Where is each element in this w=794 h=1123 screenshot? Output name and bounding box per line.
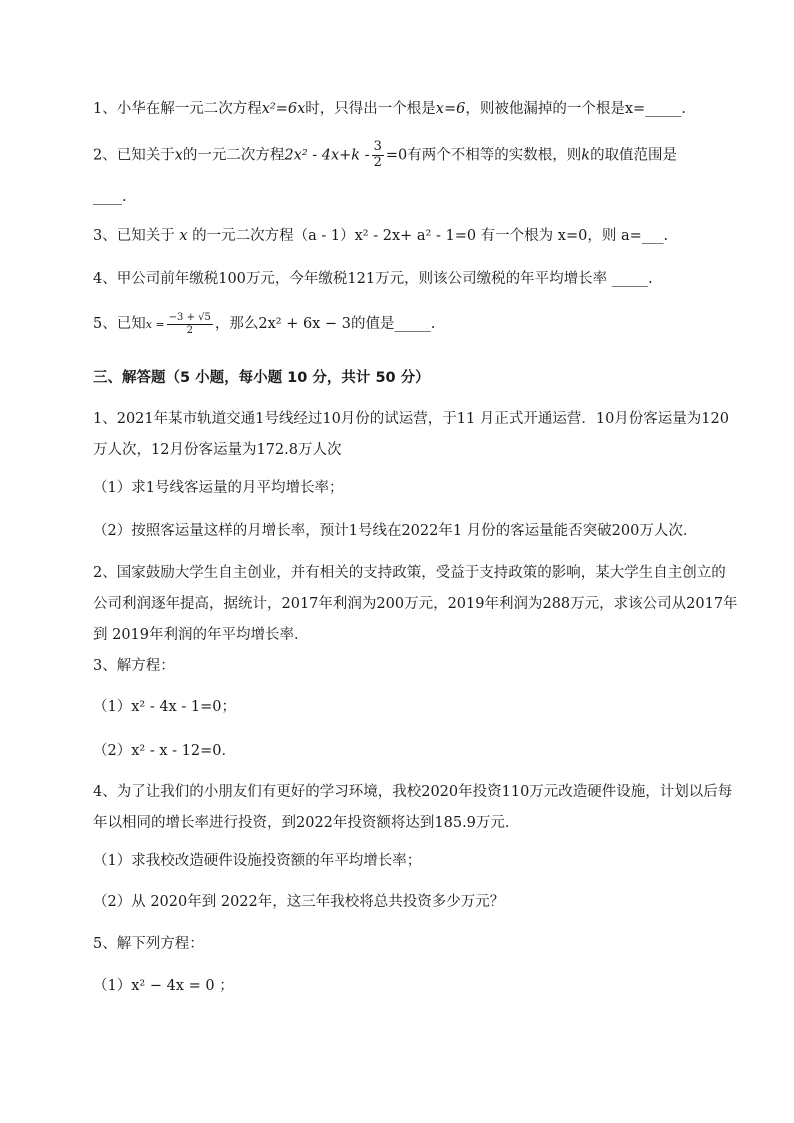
fill-question-4: 4、甲公司前年缴税100万元，今年缴税121万元，则该公司缴税的年平均增长率 _____.	[93, 271, 653, 287]
answer-question-1-part-2: （2）按照客运量这样的月增长率，预计1号线在2022年1 月份的客运量能否突破200万人次．	[93, 523, 698, 539]
question-number: 4、	[93, 271, 117, 287]
question-number: 5、	[93, 316, 117, 332]
answer-question-3: 3、解方程：	[93, 658, 175, 674]
fill-question-3: 3、已知关于 x 的一元二次方程（a - 1）x² - 2x+ a² - 1=0 有一个根为 x=0，则 a=___.	[93, 228, 669, 244]
equation: 2x² - 4x+k -	[284, 147, 370, 164]
answer-question-3-part-2: （2）x² - x - 12=0．	[93, 743, 236, 759]
answer-question-4-part-2: （2）从 2020年到 2022年，这三年我校将总共投资多少万元？	[93, 894, 505, 910]
question-number: 2、	[93, 147, 117, 164]
answer-blank: x=_____.	[624, 101, 687, 117]
fill-question-2-blank: ____.	[93, 189, 127, 205]
answer-question-4-part-1: （1）求我校改造硬件设施投资额的年平均增长率；	[93, 853, 422, 869]
question-number: 3、	[93, 228, 117, 244]
answer-question-3-part-1: （1）x² - 4x - 1=0；	[93, 699, 236, 715]
fill-question-1: 1、小华在解一元二次方程x²=6x时，只得出一个根是x=6，则被他漏掉的一个根是x=_____.	[93, 101, 687, 117]
equation: x²=6x	[261, 101, 306, 117]
section-title: 三、解答题（5 小题，每小题 10 分，共计 50 分）	[93, 370, 430, 386]
answer-question-4: 4、为了让我们的小朋友们有更好的学习环境，我校2020年投资110万元改造硬件设施，计划以后每年以相同的增长率进行投资，到2022年投资额将达到185.9万元．	[93, 784, 733, 831]
fill-question-2: 2、已知关于x的一元二次方程2x² - 4x+k - $\frac{3}{2}$ =0有两个不相等的实数根，则k的取值范围是	[93, 139, 678, 170]
known-root: x=6	[435, 101, 466, 117]
answer-question-2: 2、国家鼓励大学生自主创业，并有相关的支持政策，受益于支持政策的影响，某大学生自主创立的公司利润逐年提高，据统计，2017年利润为200万元，2019年利润为288万元，求该公司从2017年到 2019年利润的年平均增长率．	[93, 565, 738, 643]
answer-question-1-part-1: （1）求1号线客运量的月平均增长率；	[93, 480, 344, 496]
answer-question-5: 5、解下列方程：	[93, 936, 204, 952]
fraction: $\frac{-3 + √5}{2}$	[168, 312, 211, 336]
answer-question-5-part-1: （1）x² − 4x = 0 ；	[93, 978, 234, 994]
fill-question-5: 5、已知x = $\frac{-3 + √5}{2}$ ，那么2x² + 6x − 3的值是_____.	[93, 312, 436, 336]
answer-question-1: 1、2021年某市轨道交通1号线经过10月份的试运营，于11 月正式开通运营．10月份客运量为120万人次，12月份客运量为172.8万人次	[93, 411, 729, 458]
question-number: 1、	[93, 101, 117, 117]
fraction: $\frac{3}{2}$	[373, 139, 382, 170]
